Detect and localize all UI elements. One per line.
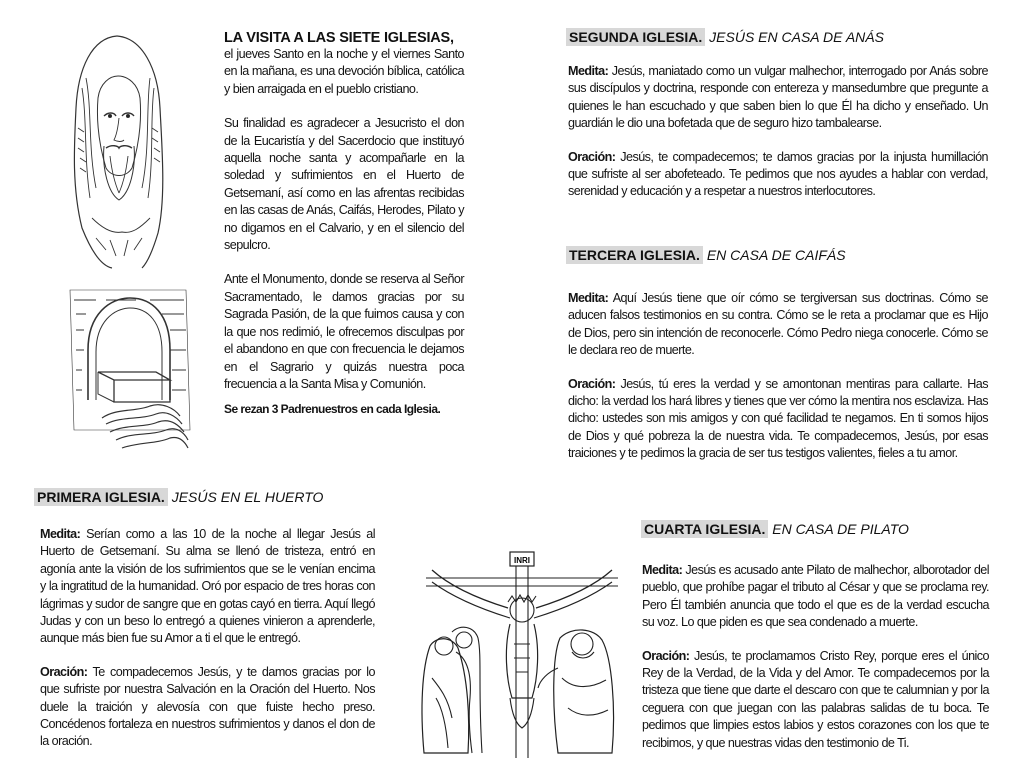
second-church-subtitle: JESÚS EN CASA DE ANÁS (709, 29, 884, 45)
jesus-portrait-icon (62, 28, 172, 268)
third-church-oracion-label: Oración: (568, 376, 616, 391)
second-church-heading (566, 28, 884, 46)
intro-paragraph-3: Ante el Monumento, donde se reserva al Señor Sacramentado, le damos gracias por su Sagrada Pasión, de la que fuimos causa y con la que nos redimió, le ofrecemos disculpas por el abandono en que con frecuencia le dejamos en el Sagrario y quizás nuestra poca frecuencia a la Santa Misa y Comunión. (224, 272, 464, 391)
fourth-church-body (642, 562, 989, 752)
third-church-medita-label: Medita: (568, 291, 609, 305)
fourth-church-subtitle: EN CASA DE PILATO (772, 521, 909, 537)
fourth-church-medita (642, 562, 989, 632)
intro-paragraph-1: el jueves Santo en la noche y el viernes Santo en la mañana, es una devoción bíblica, católica y bien arraigada en el pueblo cristiano. (224, 47, 464, 96)
intro-title: LA VISITA A LAS SIETE IGLESIAS, (224, 30, 454, 46)
first-church-medita-text: Serían como a las 10 de la noche al llegar Jesús al Huerto de Getsemaní. Su alma se llenó de tristeza, entró en agonía ante la visión de los sufrimientos que se le venían encima y la ingratitud de la humanidad. Oró por espacio de tres horas con lágrimas y sudor de sangre que en gotas cayó en tierra. Aquí llegó Judas y con un beso lo entregó a quienes vinieron a aprenderle, aunque más bien fue su Amor a ti el que le entregó. (40, 527, 375, 646)
fourth-church-medita-text: Jesús es acusado ante Pilato de malhechor, alborotador del pueblo, que prohíbe pagar el tributo al César y que se proclama rey. Pero Él también anuncia que todo el que es de la verdad escucha su voz. Lo que piden es que sea condenado a muerte. (642, 563, 989, 630)
second-church-oracion (568, 149, 988, 201)
second-church-body (568, 63, 988, 201)
fourth-church-heading (641, 520, 909, 538)
inri-sign: INRI (514, 556, 530, 565)
empty-tomb-icon (66, 280, 196, 460)
third-church-oracion (568, 376, 988, 463)
second-church-medita (568, 63, 988, 133)
fourth-church-label: CUARTA IGLESIA. (641, 520, 768, 538)
first-church-subtitle: JESÚS EN EL HUERTO (171, 489, 324, 505)
fourth-church-oracion (642, 648, 989, 752)
second-church-oracion-label: Oración: (568, 149, 616, 164)
fourth-church-medita-label: Medita: (642, 563, 683, 577)
second-church-label: SEGUNDA IGLESIA. (566, 28, 705, 46)
first-church-oracion-label: Oración: (40, 664, 88, 679)
first-church-medita-label: Medita: (40, 527, 81, 541)
intro-paragraph-2: Su finalidad es agradecer a Jesucristo el don de la Eucaristía y del Sacerdocio que instituyó aquella noche santa y acompañarle en la soledad y sufrimientos en el Huerto de Getsemaní, así como en las afrentas recibidas en las casas de Anás, Caifás, Herodes, Pilato y no digamos en el Calvario, y en el silencio del sepulcro. (224, 116, 464, 253)
intro-block (224, 30, 464, 419)
third-church-heading (566, 246, 846, 264)
second-church-medita-text: Jesús, maniatado como un vulgar malhechor, interrogado por Anás sobre sus discípulos y doctrina, responde con entereza y mansedumbre que pregunte a quienes le han escuchado y que saben bien lo que Él ha dicho y enseñado. Un guardián le dio una bofetada que de seguro hizo tambalearse. (568, 64, 988, 131)
intro-note: Se rezan 3 Padrenuestros en cada Iglesia. (224, 402, 441, 417)
crucifixion-scene-icon (412, 548, 632, 763)
first-church-oracion-text: Te compadecemos Jesús, y te damos gracias por lo que sufriste por nuestra Salvación en la Oración del Huerto. Nos duele la traición y alevosía con que fuiste hecho preso. Concédenos fortaleza en nuestros sufrimientos y danos el don de la oración. (40, 664, 375, 749)
third-church-medita (568, 290, 988, 360)
third-church-label: TERCERA IGLESIA. (566, 246, 703, 264)
first-church-oracion (40, 664, 375, 751)
first-church-heading (34, 488, 323, 506)
third-church-body (568, 290, 988, 463)
fourth-church-oracion-text: Jesús, te proclamamos Cristo Rey, porque eres el único Rey de la Verdad, de la Vida y del Amor. Te compadecemos por la tristeza que tiene que darte el descaro con que te calumnian y por la ceguera con que juegan con las palabras salidas de tu boca. Te pedimos que limpies estos labios y estos corazones con los que te recibimos, y que nuestras vidas den testimonio de Ti. (642, 648, 990, 750)
first-church-body (40, 526, 375, 751)
first-church-label: PRIMERA IGLESIA. (34, 488, 168, 506)
first-church-medita (40, 526, 375, 648)
third-church-subtitle: EN CASA DE CAIFÁS (706, 247, 846, 263)
second-church-oracion-text: Jesús, te compadecemos; te damos gracias por la injusta humillación que sufriste al ser abofeteado. Te pedimos que nos ayudes a hablar con verdad, serenidad y educación y a respetar a nuestros interlocutores. (568, 149, 988, 199)
fourth-church-oracion-label: Oración: (642, 648, 690, 663)
second-church-medita-label: Medita: (568, 64, 609, 78)
third-church-medita-text: Aquí Jesús tiene que oír cómo se tergiversan sus doctrinas. Cómo se aducen falsos testimonios en su contra. Cómo se le reta a proclamar que es Hijo de Dios, pero sin intención de reconocerle. Cómo Pedro niega conocerle. Cómo se le declara reo de muerte. (568, 291, 988, 358)
third-church-oracion-text: Jesús, tú eres la verdad y se amontonan mentiras para callarte. Has dicho: la verdad los hará libres y tienes que ver cómo la mentira nos esclaviza. Has dicho: ustedes son mis amigos y con qué facilidad te negamos. En ti somos hijos de Dios y qué pobreza la de nuestra vida. Te compadecemos, Jesús, por esas traiciones y te pedimos la gracia de ser tus testigos valientes, fieles a tu amor. (568, 376, 988, 461)
